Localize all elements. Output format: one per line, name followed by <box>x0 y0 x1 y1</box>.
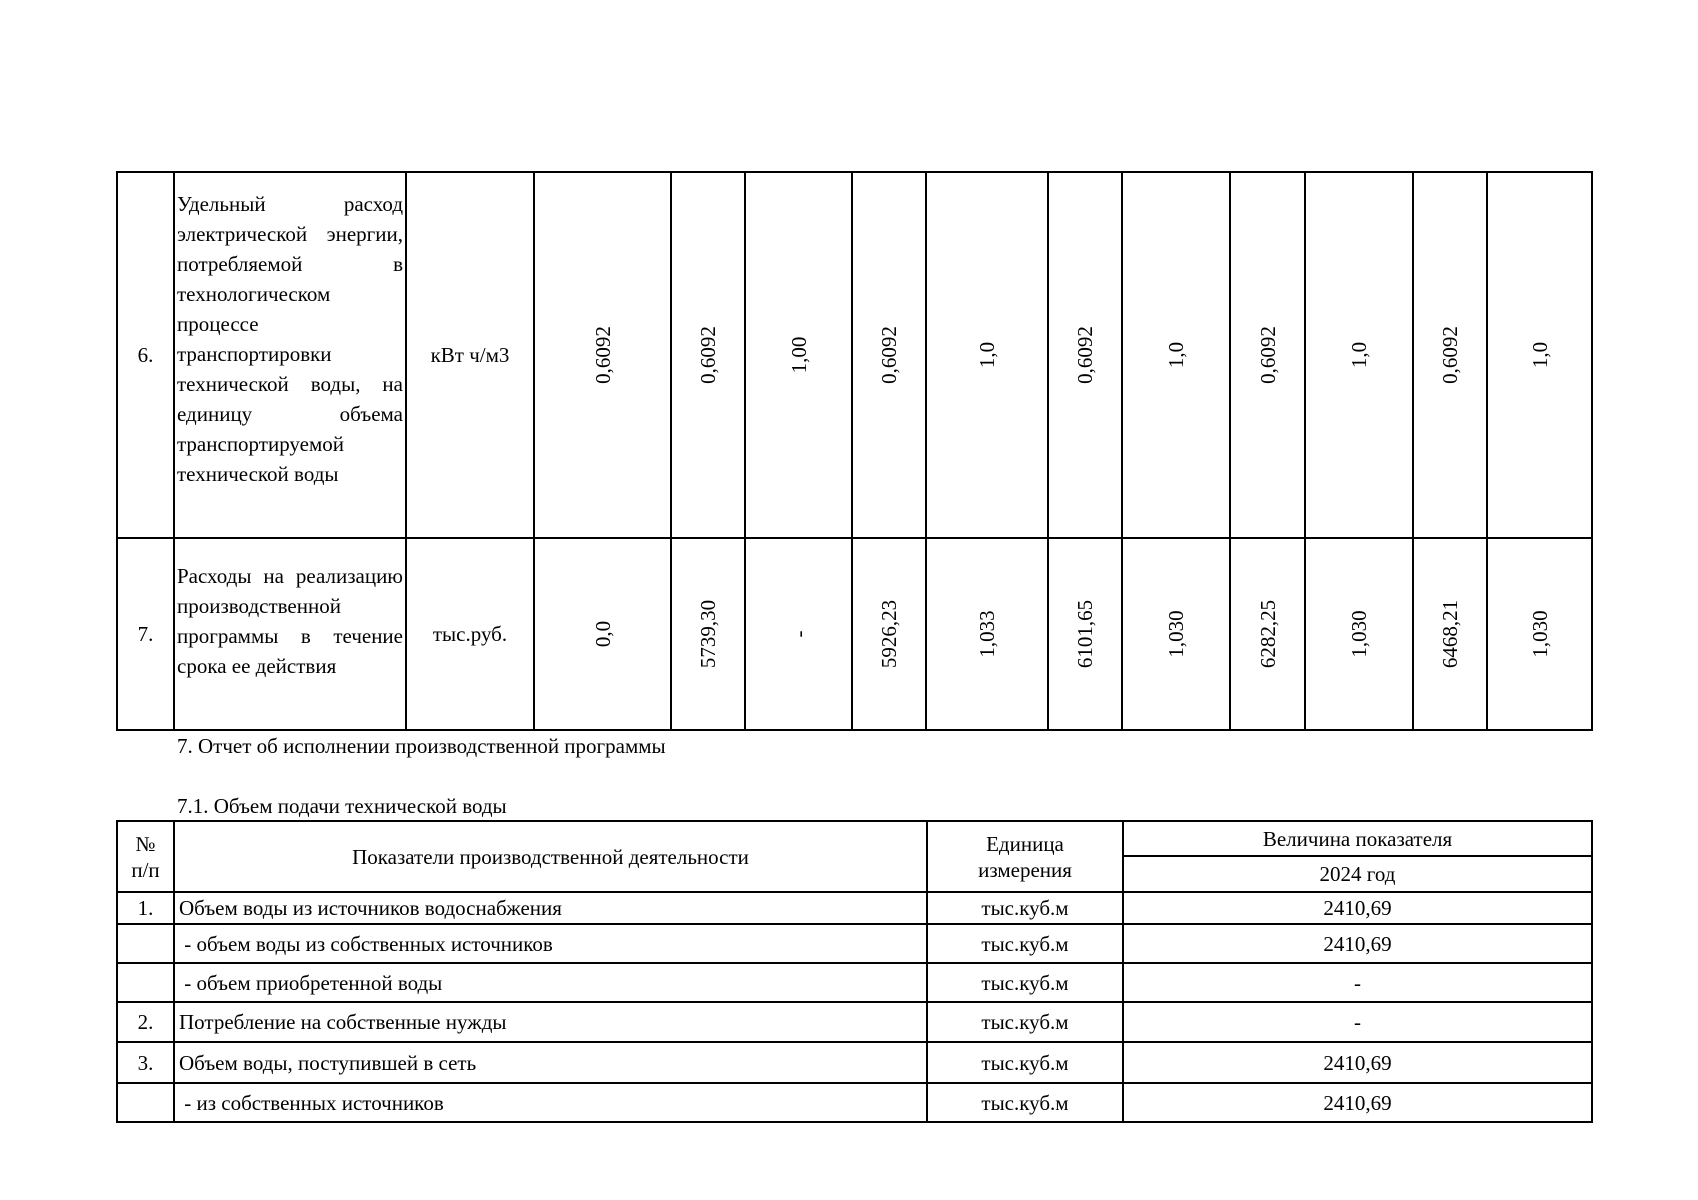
value-text: - <box>786 630 811 638</box>
row-indicator: - объем воды из собственных источников <box>174 924 927 963</box>
value-text: 0,6092 <box>590 326 615 384</box>
row-number <box>117 963 174 1002</box>
row-value: - <box>1123 963 1592 1002</box>
table-row <box>117 892 1592 924</box>
row-unit: тыс.куб.м <box>927 924 1123 963</box>
row-number <box>117 924 174 963</box>
row-number <box>117 1083 174 1122</box>
row-indicator: - из собственных источников <box>174 1083 927 1122</box>
value-text: 0,6092 <box>877 326 901 384</box>
value-cell <box>534 172 671 538</box>
row-unit: тыс.куб.м <box>927 1042 1123 1083</box>
value-cell <box>1048 172 1122 538</box>
value-cell <box>1413 172 1487 538</box>
subsection-heading: 7.1. Объем подачи технической воды <box>177 794 507 818</box>
header-year: 2024 год <box>1123 856 1592 892</box>
value-cell <box>1048 538 1122 730</box>
value-cell <box>671 172 745 538</box>
value-cell <box>1305 172 1413 538</box>
value-text: 6101,65 <box>1073 599 1097 669</box>
value-text: 1,033 <box>975 610 999 658</box>
indicators-table <box>116 171 1593 731</box>
value-text: 1,0 <box>1164 341 1188 369</box>
row-indicator: - объем приобретенной воды <box>174 963 927 1002</box>
table-row <box>117 963 1592 1002</box>
row-value: - <box>1123 1002 1592 1042</box>
value-cell <box>852 538 926 730</box>
value-text: 0,6092 <box>1438 326 1462 384</box>
row-value: 2410,69 <box>1123 1083 1592 1122</box>
value-text: 6468,21 <box>1438 599 1462 669</box>
table-row <box>117 1002 1592 1042</box>
value-text: 1,030 <box>1164 610 1188 658</box>
row-description: Расходы на реализацию производственной программы в течение срока ее действия <box>174 538 406 730</box>
value-cell <box>1230 172 1305 538</box>
value-cell <box>1122 172 1230 538</box>
section-heading: 7. Отчет об исполнении производственной программы <box>177 734 666 758</box>
row-value: 2410,69 <box>1123 924 1592 963</box>
value-cell <box>534 538 671 730</box>
value-cell <box>926 538 1048 730</box>
value-cell <box>1230 538 1305 730</box>
row-number: 3. <box>117 1042 174 1083</box>
value-text: 1,0 <box>1527 341 1552 369</box>
water-supply-table <box>116 820 1593 1123</box>
row-unit: кВт ч/м3 <box>406 172 534 538</box>
table-row <box>117 172 1592 538</box>
row-indicator: Объем воды из источников водоснабжения <box>174 892 927 924</box>
row-unit: тыс.куб.м <box>927 892 1123 924</box>
row-indicator: Потребление на собственные нужды <box>174 1002 927 1042</box>
row-unit: тыс.куб.м <box>927 963 1123 1002</box>
row-value: 2410,69 <box>1123 892 1592 924</box>
table-row <box>117 1083 1592 1122</box>
value-text: 6282,25 <box>1255 599 1280 669</box>
table-row <box>117 538 1592 730</box>
value-cell <box>745 538 852 730</box>
value-text: 5926,23 <box>877 599 901 669</box>
row-number: 7. <box>117 538 174 730</box>
value-cell <box>1305 538 1413 730</box>
row-description: Удельный расход электрической энергии, потребляемой в технологическом процессе транспортировки технической воды, на единицу объема транспортируемой технической воды <box>174 172 406 538</box>
row-value: 2410,69 <box>1123 1042 1592 1083</box>
value-text: 0,0 <box>590 620 615 648</box>
value-text: 1,00 <box>786 336 811 374</box>
value-cell <box>745 172 852 538</box>
header-number: № п/п <box>117 821 174 892</box>
value-cell <box>671 538 745 730</box>
value-text: 1,0 <box>1347 341 1371 369</box>
value-cell <box>1413 538 1487 730</box>
value-text: 0,6092 <box>696 326 720 384</box>
value-cell <box>852 172 926 538</box>
row-number: 1. <box>117 892 174 924</box>
table-row <box>117 924 1592 963</box>
header-unit: Единица измерения <box>927 821 1123 892</box>
row-unit: тыс.куб.м <box>927 1083 1123 1122</box>
value-text: 1,0 <box>975 341 999 369</box>
row-indicator: Объем воды, поступившей в сеть <box>174 1042 927 1083</box>
row-number: 6. <box>117 172 174 538</box>
value-cell <box>1122 538 1230 730</box>
value-text: 1,030 <box>1527 610 1552 658</box>
value-text: 1,030 <box>1347 610 1371 658</box>
value-cell <box>1487 172 1592 538</box>
value-text: 0,6092 <box>1255 326 1280 384</box>
table-row <box>117 1042 1592 1083</box>
header-indicator: Показатели производственной деятельности <box>174 821 927 892</box>
row-number: 2. <box>117 1002 174 1042</box>
value-text: 5739,30 <box>696 599 720 669</box>
row-unit: тыс.куб.м <box>927 1002 1123 1042</box>
header-value: Величина показателя <box>1123 821 1592 856</box>
value-cell <box>1487 538 1592 730</box>
row-unit: тыс.руб. <box>406 538 534 730</box>
value-cell <box>926 172 1048 538</box>
table-header-row <box>117 821 1592 856</box>
value-text: 0,6092 <box>1073 326 1097 384</box>
